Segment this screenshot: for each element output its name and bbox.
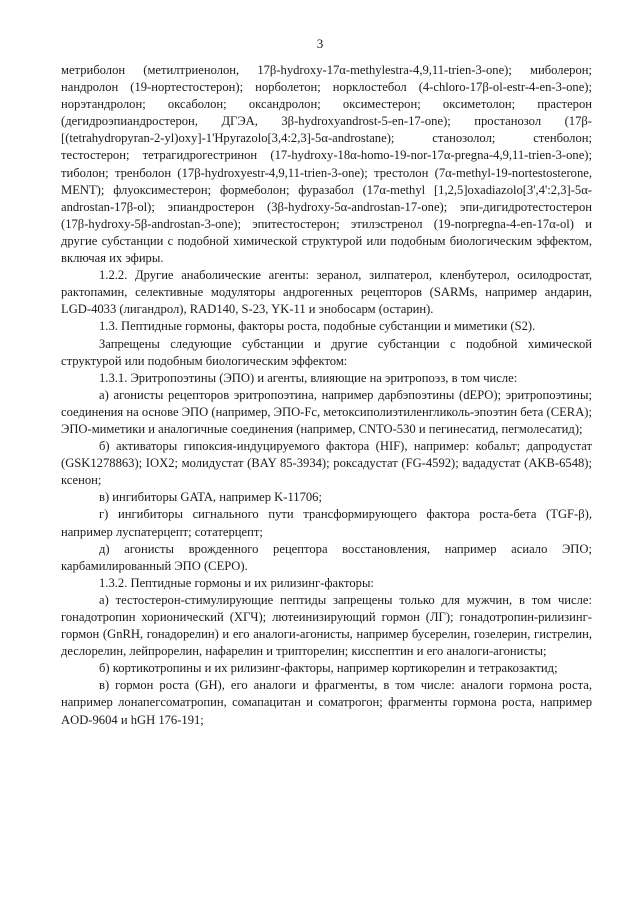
list-item-repair-receptor-agonists: д) агонисты врожденного рецептора восстановления, например асиало ЭПО; карбамилированный ЭПО (CEPO). [61, 541, 592, 573]
section-heading-peptide-hormones: 1.3. Пептидные гормоны, факторы роста, подобные субстанции и миметики (S2). [99, 319, 536, 334]
subsection-heading-erythropoietins: 1.3.1. Эритропоэтины (ЭПО) и агенты, влияющие на эритропоэз, в том числе: [99, 370, 518, 385]
list-item-tgf-beta-inhibitors: г) ингибиторы сигнального пути трансформирующего фактора роста-бета (TGF-β), например луспатерцепт; сотатерцепт; [61, 507, 592, 539]
list-item-testosterone-stimulating-peptides: а) тестостерон-стимулирующие пептиды запрещены только для мужчин, в том числе: гонадотропин хорионический (ХГЧ); лютеинизирующий гормон (ЛГ); гонадотропин-рилизинг-гормон (GnRH, гонадорелин) и его аналоги-агонисты, например бусерелин, гозелерин, гистрелин, деслорелин, лейпрорелин, нафарелин и трипторелин; кисспептин и его аналоги-агонисты; [61, 592, 592, 659]
paragraph-other-anabolic-agents: 1.2.2. Другие анаболические агенты: зеранол, зилпатерол, кленбутерол, осилодростат, рактопамин, селективные модуляторы андрогенных рецепторов (SARMs, например андарин, LGD-4033 (лигандрол), RAD140, S-23, YK-11 и энобосарм (остарин). [61, 268, 592, 317]
list-item-hif-activators: б) активаторы гипоксия-индуцируемого фактора (HIF), например: кобальт; дапродустат (GSK1278863); IOX2; молидустат (BAY 85-3934); роксадустат (FG-4592); вададустат (AKB-6548); ксенон; [61, 439, 592, 488]
paragraph-anabolic-steroids-list: метриболон (метилтриенолон, 17β-hydroxy-17α-methylestra-4,9,11-trien-3-one); миболерон; нандролон (19-нортестостерон); норболетон; норклостебол (4-chloro-17β-ol-estr-4-en-3-one); норэтандролон; оксаболон; оксандролон; оксиместерон; оксиметолон; прастерон (дегидроэпиандростерон, ДГЭА, 3β-hydroxyandrost-5-en-17-one); простанозол (17β-[(tetrahydropyran-2-yl)oxy]-1'Hpyrazolo[3,4:2,3]-5α-androstane); станозолол; стенболон; тестостерон; тетрагидрогестринон (17-hydroxy-18α-homo-19-nor-17α-pregna-4,9,11-trien-3-one); тиболон; тренболон (17β-hydroxyestr-4,9,11-trien-3-one); трестолон (7α-methyl-19-nortestosterone, MENT); флуоксиместерон; формеболон; фуразабол (17α-methyl [1,2,5]oxadiazolo[3',4':2,3]-5α-androstan-17β-ol); эпиандростерон (3β-hydroxy-5α-androstan-17-one); эпи-дигидротестостерон (17β-hydroxy-5β-androstan-3-one); эпитестостерон; этилэстренол (19-norpregna-4-en-17α-ol) и другие субстанции с подобной химической структурой или подобным биологическим эффектом, включая их эфиры. [61, 63, 592, 266]
page-number: 3 [316, 36, 324, 51]
paragraph-prohibited-intro: Запрещены следующие субстанции и другие субстанции с подобной химической структурой или подобным биологическим эффектом: [61, 336, 592, 368]
subsection-heading-peptide-hormones-releasing-factors: 1.3.2. Пептидные гормоны и их рилизинг-факторы: [99, 575, 374, 590]
list-item-epo-agonists: а) агонисты рецепторов эритропоэтина, например дарбэпоэтины (dEPO); эритропоэтины; соединения на основе ЭПО (например, ЭПО-Fc, метоксиполиэтиленгликоль-эпоэтин бета (CERA); ЭПО-миметики и аналогичные соединения (например, CNTO-530 и пегинесатид, пегмолесатид); [61, 387, 592, 436]
list-item-gata-inhibitors: в) ингибиторы GATA, например K-11706; [99, 490, 322, 505]
document-body [61, 62, 592, 729]
list-item-growth-hormone: в) гормон роста (GH), его аналоги и фрагменты, в том числе: аналоги гормона роста, например лонапегсоматропин, сомапацитан и соматрогон; фрагменты гормона роста, например AOD-9604 и hGH 176-191; [61, 678, 592, 727]
list-item-corticotrophins: б) кортикотропины и их рилизинг-факторы, например кортикорелин и тетракозактид; [99, 661, 558, 676]
